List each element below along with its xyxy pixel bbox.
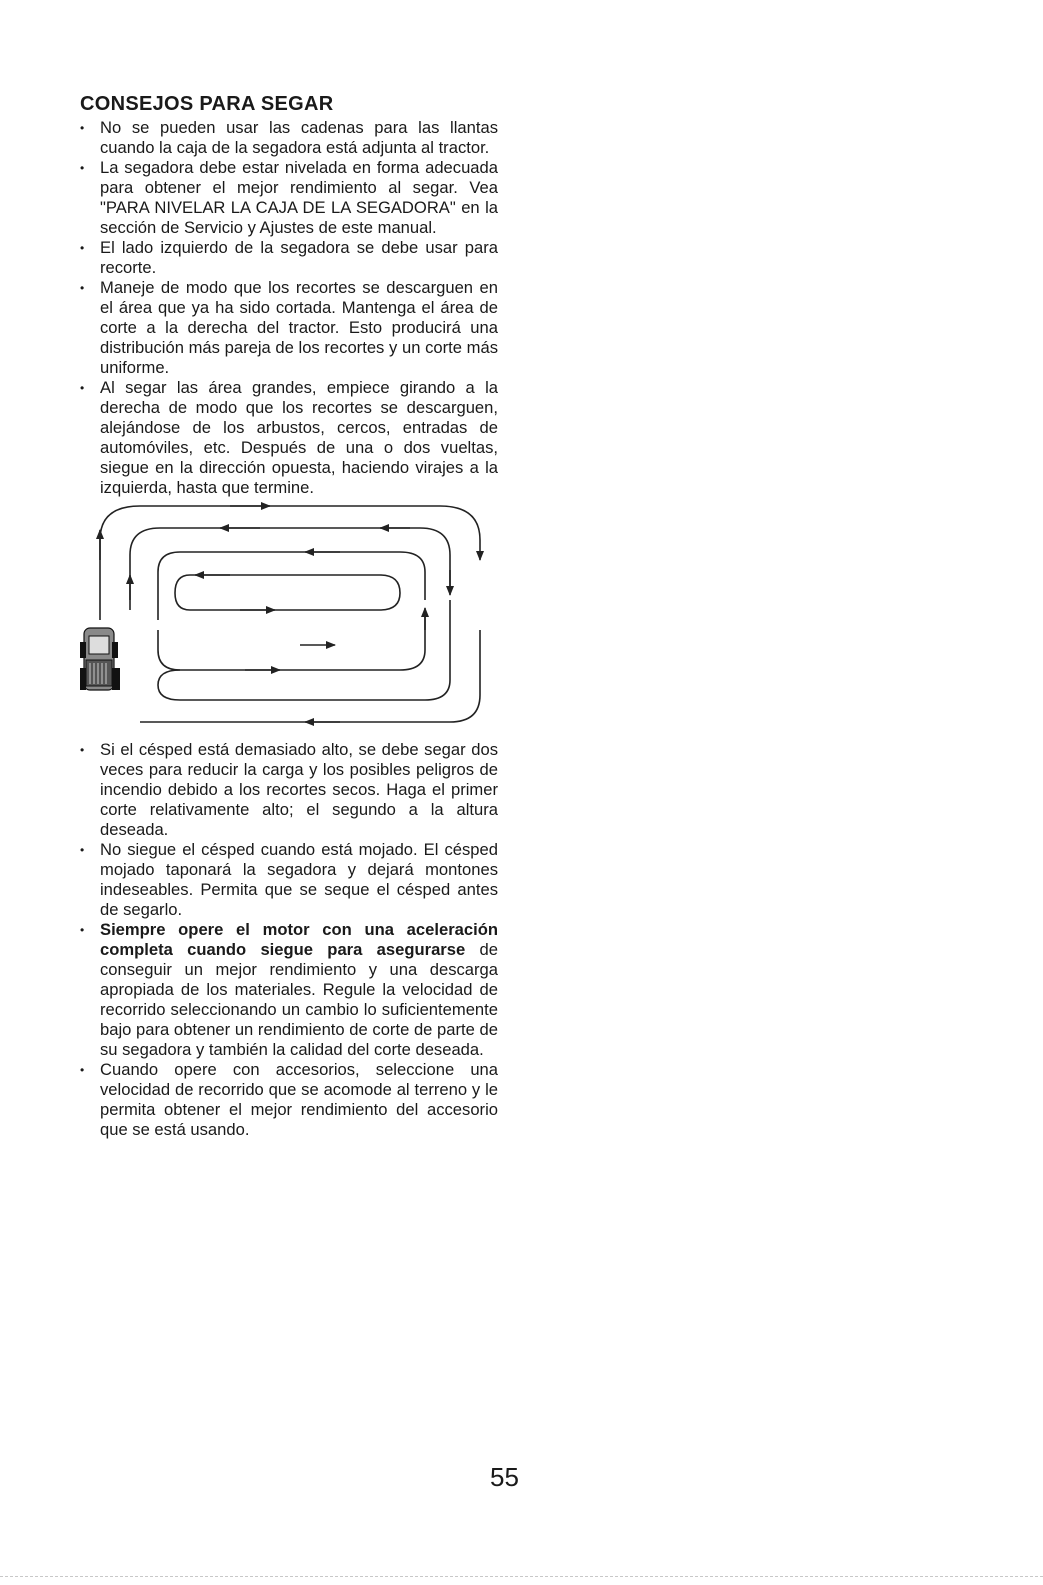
bullet-icon: • (80, 743, 85, 757)
list-item (80, 378, 498, 498)
tip-text: Maneje de modo que los recortes se descarguen en el área que ya ha sido cortada. Mantenga el área de corte a la derecha del tractor. Esto producirá una distribución más pareja de los recortes y un corte más uniforme. (100, 278, 498, 377)
tip-bold-text: Siempre opere el motor con una aceleración completa cuando siegue para asegurarse (100, 920, 498, 959)
mowing-pattern-svg (80, 500, 498, 740)
bullet-icon: • (80, 381, 85, 395)
direction-arrows (100, 506, 480, 722)
tip-text: Si el césped está demasiado alto, se debe segar dos veces para reducir la carga y los posibles peligros de incendio debido a los recortes secos. Haga el primer corte relativamente alto; el segundo a la altura deseada. (100, 740, 498, 839)
tip-text: Cuando opere con accesorios, seleccione una velocidad de recorrido que se acomode al terreno y le permita obtener el mejor rendimiento del accesorio que se está usando. (100, 1060, 498, 1139)
tip-text: El lado izquierdo de la segadora se debe usar para recorte. (100, 238, 498, 277)
list-item (80, 278, 498, 378)
tips-list-bottom (80, 740, 498, 1140)
page-edge-divider (0, 1576, 1043, 1577)
tip-text: No se pueden usar las cadenas para las llantas cuando la caja de la segadora está adjunta al tractor. (100, 118, 498, 157)
bullet-icon: • (80, 161, 85, 175)
content-column (80, 92, 498, 1140)
section-heading: CONSEJOS PARA SEGAR (80, 93, 334, 115)
bullet-icon: • (80, 843, 85, 857)
tip-text: Al segar las área grandes, empiece girando a la derecha de modo que los recortes se descarguen, alejándose de los arbustos, cercos, entradas de automóviles, etc. Después de una o dos vueltas, siegue en la dirección opuesta, haciendo virajes a la izquierda, hasta que termine. (100, 378, 498, 497)
page-number: 55 (490, 1462, 519, 1492)
tractor-icon (80, 628, 120, 690)
tip-text: No siegue el césped cuando está mojado. El césped mojado taponará la segadora y dejará montones indeseables. Permita que se seque el césped antes de segarlo. (100, 840, 498, 919)
list-item (80, 238, 498, 278)
list-item (80, 158, 498, 238)
bullet-icon: • (80, 241, 85, 255)
bullet-icon: • (80, 121, 85, 135)
mowing-path (100, 506, 480, 722)
bullet-icon: • (80, 1063, 85, 1077)
list-item (80, 740, 498, 840)
list-item (80, 118, 498, 158)
tip-text: La segadora debe estar nivelada en forma adecuada para obtener el mejor rendimiento al segar. Vea "PARA NIVELAR LA CAJA DE LA SEGADORA" en la sección de Servicio y Ajustes de este manual. (100, 158, 498, 237)
bullet-icon: • (80, 923, 85, 937)
list-item (80, 920, 498, 1060)
bullet-icon: • (80, 281, 85, 295)
tips-list-top (80, 118, 498, 498)
mowing-pattern-diagram (80, 500, 498, 740)
list-item (80, 840, 498, 920)
list-item (80, 1060, 498, 1140)
tip-text: de conseguir un mejor rendimiento y una descarga apropiada de los materiales. Regule la velocidad de recorrido seleccionando un cambio lo suficientemente bajo para obtener un rendimiento de corte de parte de su segadora y también la calidad del corte deseada. (100, 940, 498, 1059)
